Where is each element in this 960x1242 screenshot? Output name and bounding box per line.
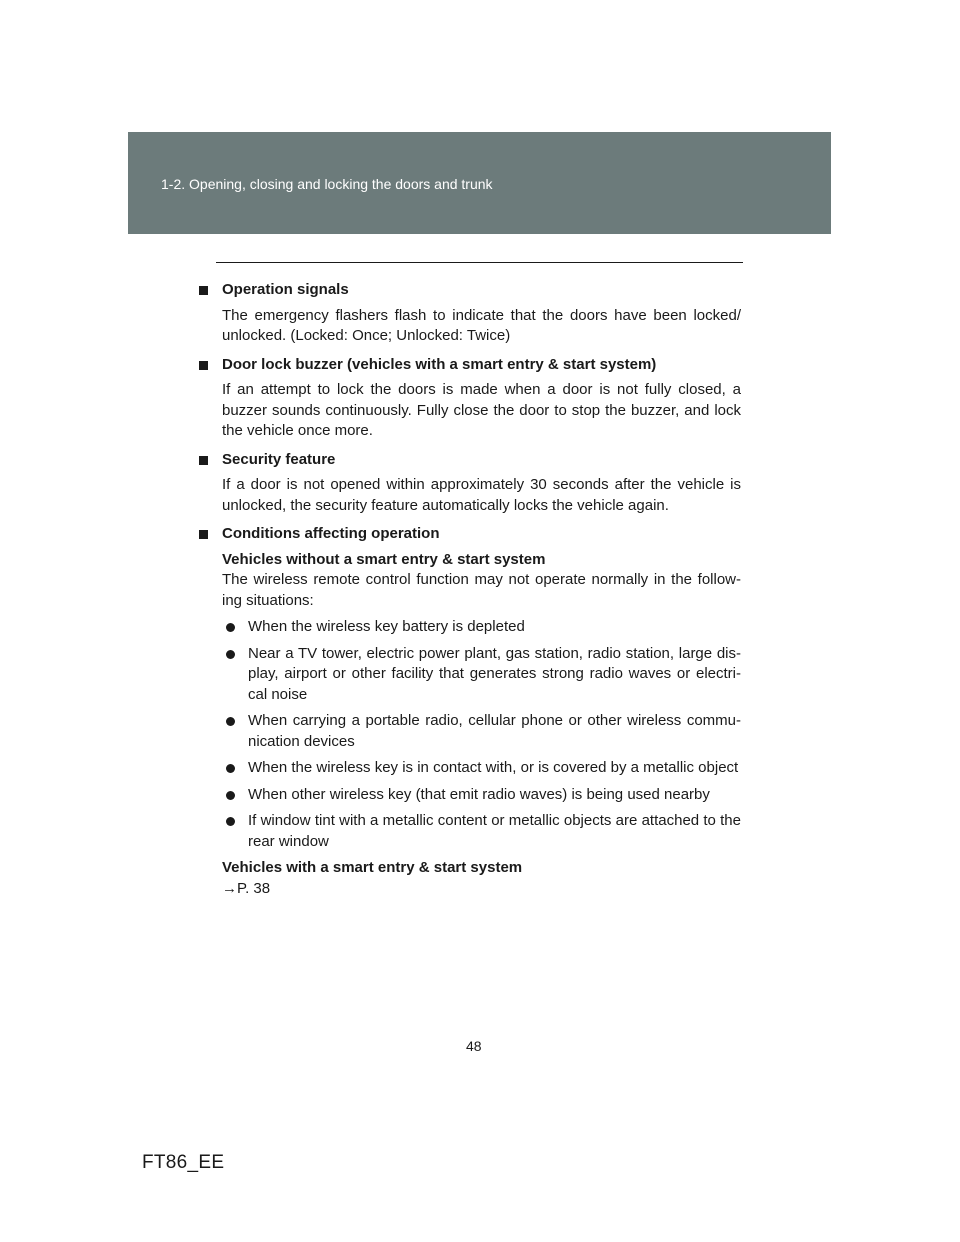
square-bullet-icon bbox=[199, 361, 208, 370]
list-item: When other wireless key (that emit radio waves) is being used nearby bbox=[222, 785, 741, 806]
paragraph: If an attempt to lock the doors is made when a door is not fully closed, a buzzer sounds continuously. Fully close the door to stop the buzzer, and lock the vehicle once more. bbox=[222, 381, 741, 439]
section-operation-signals bbox=[222, 280, 741, 347]
bullet-list bbox=[222, 617, 741, 852]
document-code: FT86_EE bbox=[142, 1152, 225, 1173]
divider bbox=[216, 262, 743, 263]
list-item: Near a TV tower, electric power plant, gas station, radio station, large dis-play, airport or other facility that generates strong radio waves or electri-cal noise bbox=[222, 644, 741, 706]
section-heading bbox=[196, 524, 741, 545]
section-title: 1-2. Opening, closing and locking the doors and trunk bbox=[161, 176, 493, 192]
round-bullet-icon bbox=[226, 717, 235, 726]
square-bullet-icon bbox=[199, 530, 208, 539]
section-heading bbox=[196, 450, 741, 471]
subheading: Vehicles with a smart entry & start system bbox=[222, 859, 523, 876]
page-number: 48 bbox=[466, 1038, 482, 1054]
round-bullet-icon bbox=[226, 623, 235, 632]
paragraph: The emergency flashers flash to indicate that the doors have been locked/ unlocked. (Locked: Once; Unlocked: Twice) bbox=[222, 306, 741, 344]
section-heading bbox=[196, 355, 741, 376]
page-reference: →P. 38 bbox=[222, 879, 271, 897]
paragraph: If a door is not opened within approximately 30 seconds after the vehicle is unlocked, the security feature automatically locks the vehicle again. bbox=[222, 476, 741, 514]
page-content bbox=[222, 280, 741, 907]
subheading: Vehicles without a smart entry & start system bbox=[222, 550, 546, 568]
square-bullet-icon bbox=[199, 456, 208, 465]
paragraph: The wireless remote control function may not operate normally in the follow-ing situations: bbox=[222, 571, 741, 609]
round-bullet-icon bbox=[226, 791, 235, 800]
heading-text: Conditions affecting operation bbox=[222, 525, 440, 542]
square-bullet-icon bbox=[199, 286, 208, 295]
list-item: When carrying a portable radio, cellular phone or other wireless commu-nication devices bbox=[222, 711, 741, 752]
round-bullet-icon bbox=[226, 650, 235, 659]
heading-text: Door lock buzzer (vehicles with a smart entry & start system) bbox=[222, 355, 657, 373]
heading-text: Operation signals bbox=[222, 281, 349, 298]
section-conditions bbox=[222, 524, 741, 899]
list-item: When the wireless key battery is depleted bbox=[222, 617, 741, 638]
list-item: When the wireless key is in contact with, or is covered by a metallic object bbox=[222, 758, 741, 779]
list-item: If window tint with a metallic content or metallic objects are attached to the rear window bbox=[222, 811, 741, 852]
heading-text: Security feature bbox=[222, 450, 336, 468]
section-security-feature bbox=[222, 450, 741, 517]
round-bullet-icon bbox=[226, 764, 235, 773]
round-bullet-icon bbox=[226, 817, 235, 826]
section-door-lock-buzzer bbox=[222, 355, 741, 442]
section-heading bbox=[196, 280, 741, 301]
